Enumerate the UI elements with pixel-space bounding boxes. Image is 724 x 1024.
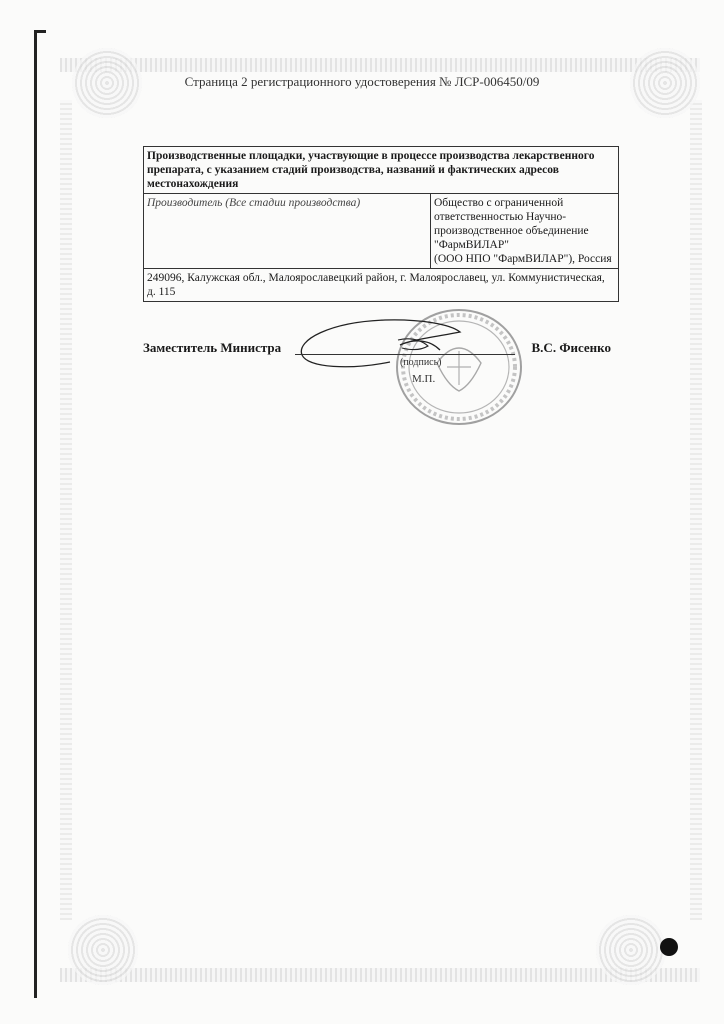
table-row (144, 269, 619, 302)
company-line: "ФармВИЛАР" (434, 239, 509, 251)
scan-edge (34, 30, 37, 998)
company-line: Общество с ограниченной (434, 197, 564, 209)
decorative-border-right (690, 100, 702, 920)
manufacturer-company (431, 194, 619, 269)
decorative-border-left (60, 100, 72, 920)
signature-line (295, 354, 515, 355)
scan-edge-top (34, 30, 46, 33)
signer-position: Заместитель Министра (143, 340, 282, 355)
table-heading: Производственные площадки, участвующие в процессе производства лекарственного препарата, с указанием стадий производства, названий и фактических адресов местонахождения (144, 147, 619, 194)
signature-row (143, 340, 619, 360)
signer-name: В.С. Фисенко (531, 340, 611, 355)
page-title: Страница 2 регистрационного удостоверения № ЛСР-006450/09 (184, 74, 540, 89)
rosette-bottom-right (596, 915, 666, 985)
company-line: производственное объединение (434, 225, 589, 237)
table-row (144, 147, 619, 194)
site-address: 249096, Калужская обл., Малоярославецкий район, г. Малоярославец, ул. Коммунистическая, д. 115 (144, 269, 619, 302)
company-line: ответственностью Научно- (434, 211, 567, 223)
hole-punch-mark (660, 938, 678, 956)
table-row (144, 194, 619, 269)
signature-caption: (подпись) (400, 357, 442, 368)
production-sites-table (143, 146, 619, 302)
manufacturer-role: Производитель (Все стадии производства) (144, 194, 431, 269)
decorative-border-top (60, 58, 700, 72)
rosette-bottom-left (68, 915, 138, 985)
company-line: (ООО НПО "ФармВИЛАР"), Россия (434, 253, 612, 265)
seal-label: М.П. (412, 373, 436, 385)
